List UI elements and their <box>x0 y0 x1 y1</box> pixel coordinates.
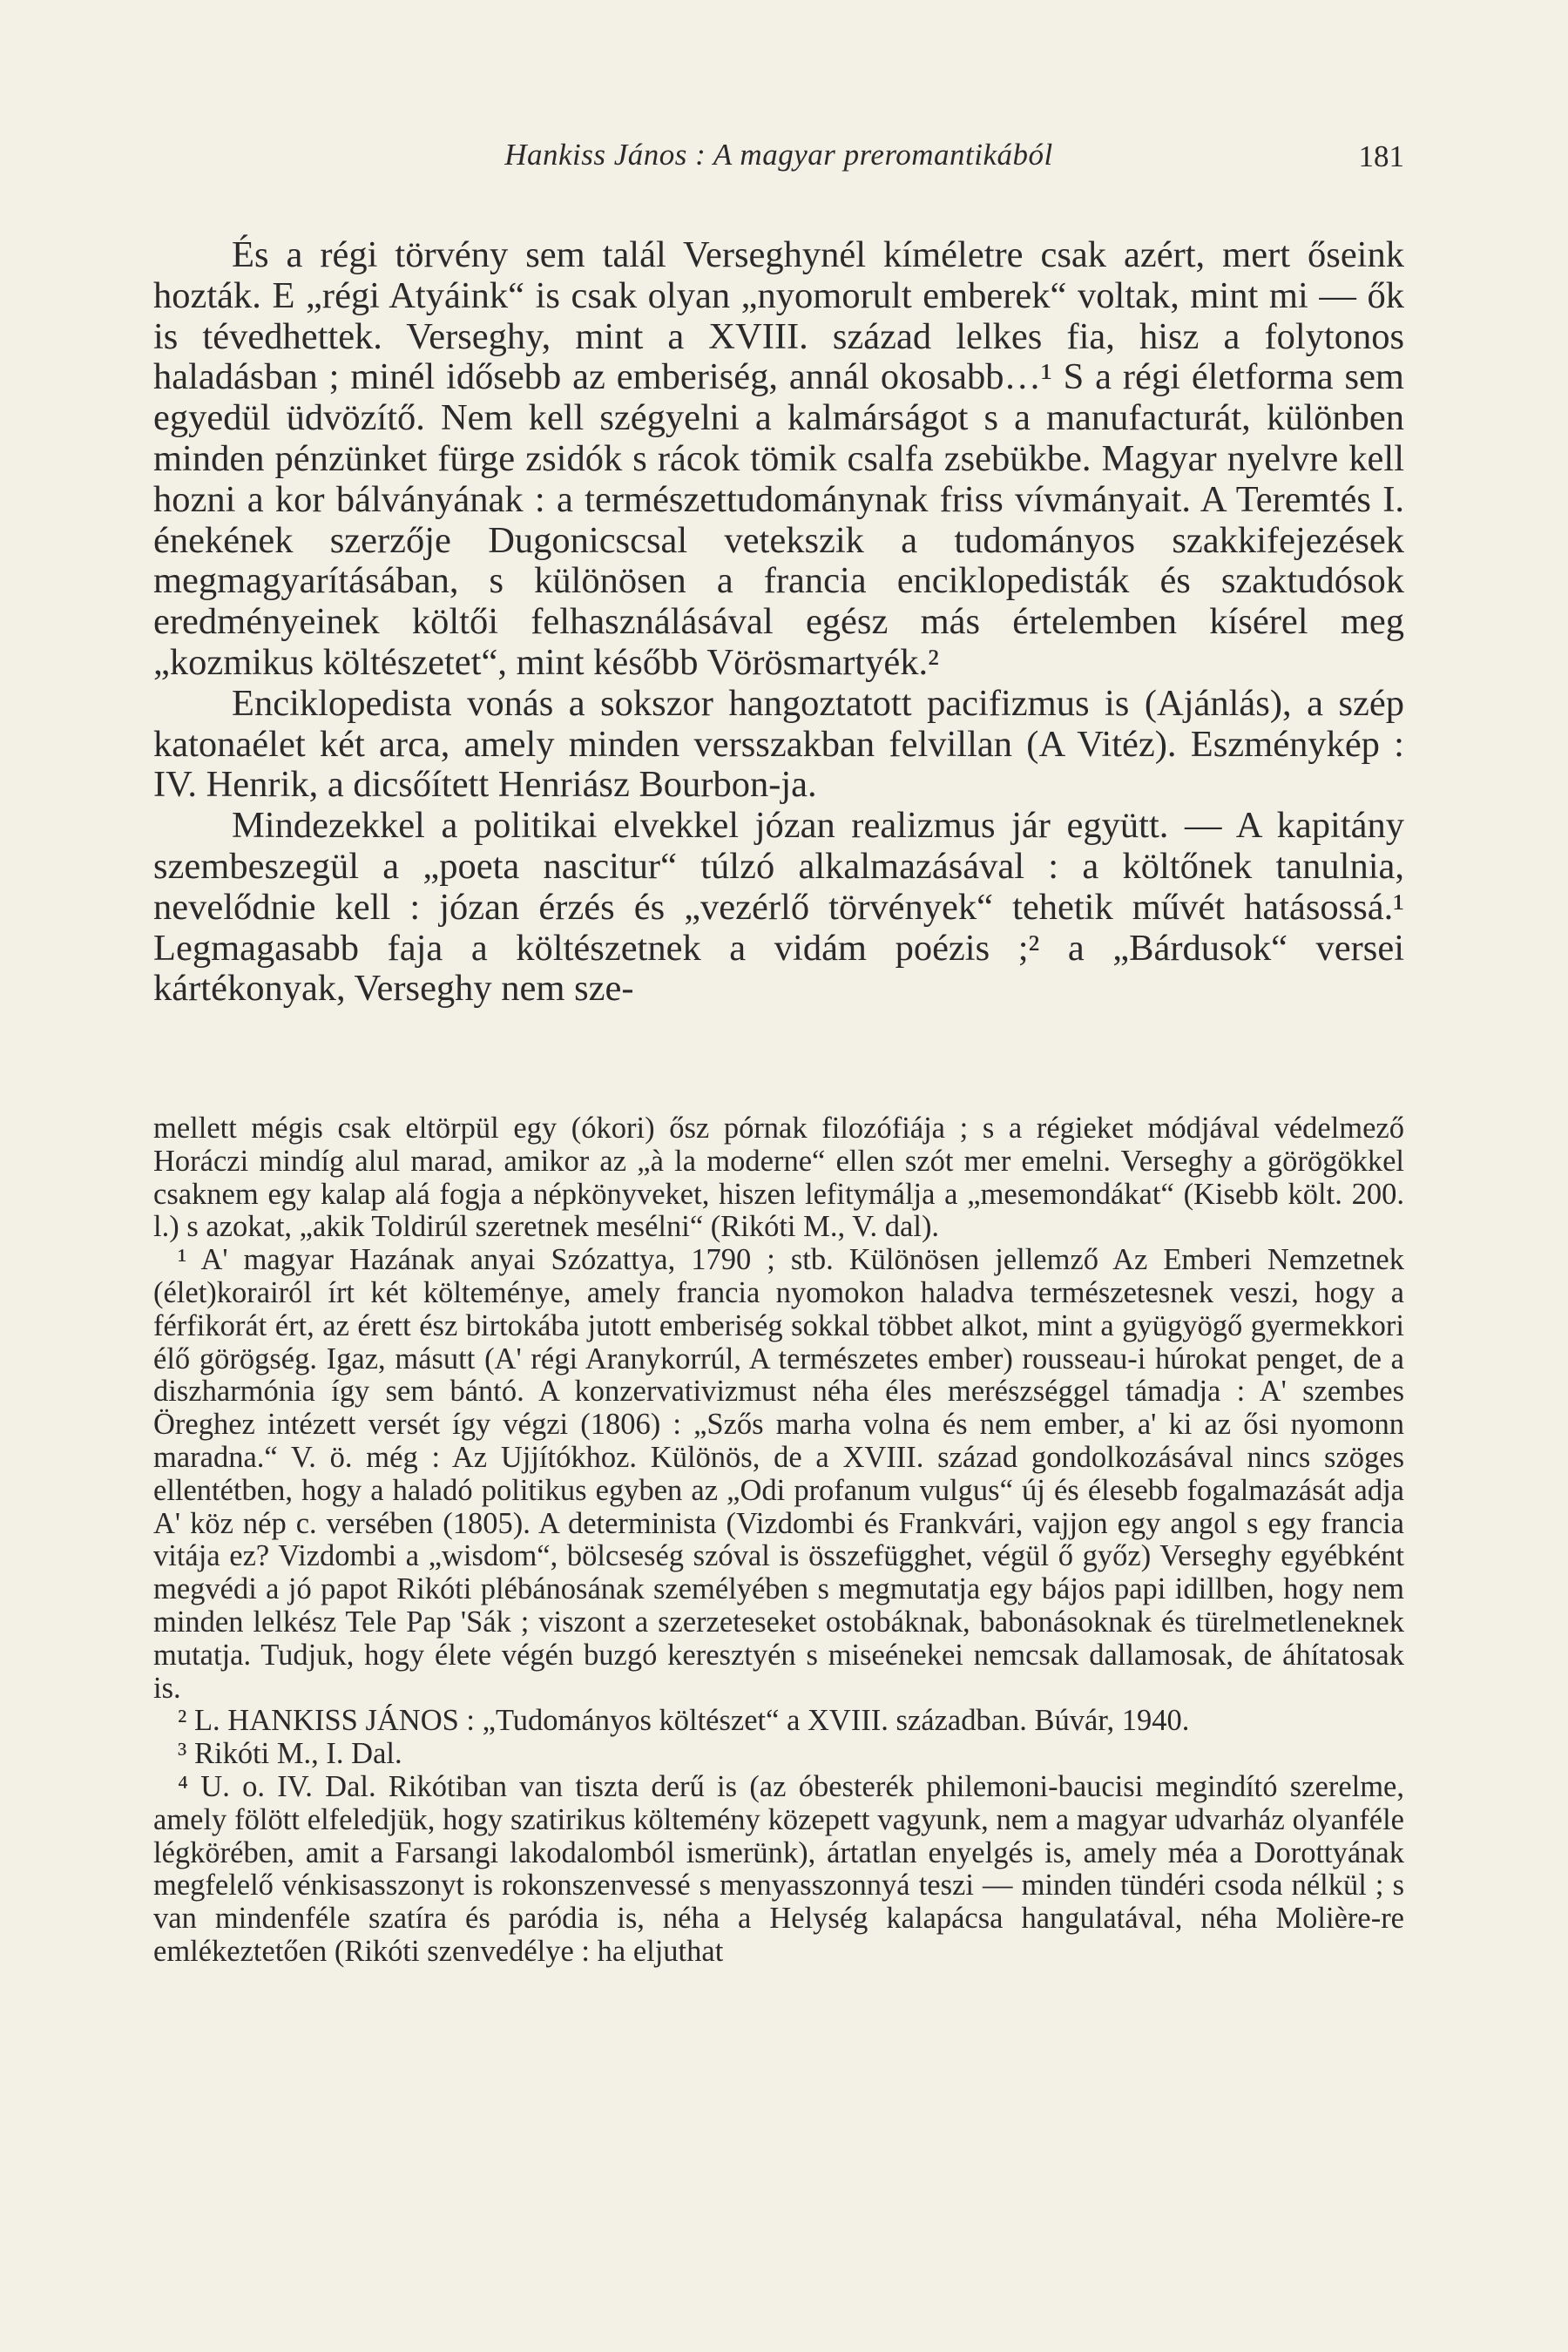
footnote-1: ¹ A' magyar Hazának anyai Szózattya, 1790 ; stb. Különösen jellemző Az Emberi Nemzetnek (élet)korairól írt két költeménye, amely francia nyomokon haladva természetesnek veszi, hogy a férfikorát ért, az érett ész birtokába jutott emberiség sokkal többet alkot, mint a gyügyögő gyermekkori élő görögség. Igaz, másutt (A' régi Aranykorrúl, A természetes ember) rousseau-i húrokat penget, de a diszharmónia így sem bántó. A konzervativizmust néha éles merészséggel támadja : A' szembes Öreghez intézett versét így végzi (1806) : „Szős marha volna és nem ember, a' ki az ősi nyomonn maradna.“ V. ö. még : Az Ujjítókhoz. Különös, de a XVIII. század gondolkozásával nincs szöges ellentétben, hogy a haladó politikus egyben az „Odi profanum vulgus“ új és élesebb fogalmazását adja A' köz nép c. versében (1805). A determinista (Vizdombi és Frankvári, vajjon egy angol s egy francia vitája ez? Vizdombi a „wisdom“, bölcseség szóval is összefügghet, végül ő győz) Verseghy egyébként megvédi a jó papot Rikóti plébánosának személyében s megmutatja egy bájos papi idillben, hogy nem minden lelkész Tele Pap 'Sák ; viszont a szerzeteseket ostobáknak, babonásoknak és türelmetleneknek mutatja. Tudjuk, hogy élete végén buzgó keresztyén s miseénekei nemcsak dallamosak, de áhítatosak is. <box>153 1243 1404 1705</box>
footnote-4: ⁴ U. o. IV. Dal. Rikótiban van tiszta derű is (az óbesterék philemoni-baucisi megindító szerelme, amely fölött elfeledjük, hogy szatirikus költemény közepett vagyunk, nem a magyar udvarház olyanféle légkörében, amit a Farsangi lakodalomból ismerünk), ártatlan enyelgés is, amely méa a Dorottyának megfelelő vénkisasszonyt is rokonszenvessé s menyasszonnyá teszi — minden tündéri csoda nélkül ; s van mindenféle szatíra és paródia is, néha a Helység kalapácsa hangulatával, néha Molière-re emlékeztetően (Rikóti szenvedélye : ha eljuthat <box>153 1769 1404 1968</box>
page-number: 181 <box>1358 139 1404 173</box>
body-text <box>153 235 1404 1010</box>
body-paragraph: Enciklopedista vonás a sokszor hangoztatott pacifizmus is (Ajánlás), a szép katonaélet két arca, amely minden versszakban felvillan (A Vitéz). Eszménykép : IV. Henrik, a dicsőített Henriász Bourbon-ja. <box>153 682 1404 806</box>
page-header <box>153 138 1404 181</box>
footnote-continuation: mellett mégis csak eltörpül egy (ókori) ősz pórnak filozófiája ; s a régieket módjával védelmező Horáczi mindíg alul marad, amikor az „à la moderne“ ellen szót mer emelni. Verseghy a görögökkel csaknem egy kalap alá fogja a népkönyveket, hiszen lefitymálja a „mesemondákat“ (Kisebb költ. 200. l.) s azokat, „akik Toldirúl szeretnek mesélni“ (Rikóti M., V. dal). <box>153 1112 1404 1244</box>
footnotes <box>153 1112 1404 1969</box>
footnote-3: ³ Rikóti M., I. Dal. <box>178 1737 402 1771</box>
running-title: Hankiss János : A magyar preromantikából <box>504 138 1053 172</box>
footnote-2: ² L. HANKISS JÁNOS : „Tudományos költészet“ a XVIII. században. Búvár, 1940. <box>178 1704 1190 1738</box>
body-paragraph: És a régi törvény sem talál Verseghynél kíméletre csak azért, mert őseink hozták. E „régi Atyáink“ is csak olyan „nyomorult emberek“ voltak, mint mi — ők is tévedhettek. Verseghy, mint a XVIII. század lelkes fia, hisz a folytonos haladásban ; minél idősebb az emberiség, annál okosabb…¹ S a régi életforma sem egyedül üdvözítő. Nem kell szégyelni a kalmárságot s a manufacturát, különben minden pénzünket fürge zsidók s rácok tömik csalfa zsebükbe. Magyar nyelvre kell hozni a kor bálványának : a természettudománynak friss vívmányait. A Teremtés I. énekének szerzője Dugonicscsal vetekszik a tudományos szakkifejezések megmagyarításában, s különösen a francia enciklopedisták és szaktudósok eredményeinek költői felhasználásával egész más értelemben kísérel meg „kozmikus költészetet“, mint később Vörösmartyék.² <box>153 234 1404 683</box>
body-paragraph: Mindezekkel a politikai elvekkel józan realizmus jár együtt. — A kapitány szembeszegül a „poeta nascitur“ túlzó alkalmazásával : a költőnek tanulnia, nevelődnie kell : józan érzés és „vezérlő törvények“ tehetik művét hatásossá.¹ Legmagasabb faja a költészetnek a vidám poézis ;² a „Bárdusok“ versei kártékonyak, Verseghy nem sze- <box>153 805 1404 1010</box>
